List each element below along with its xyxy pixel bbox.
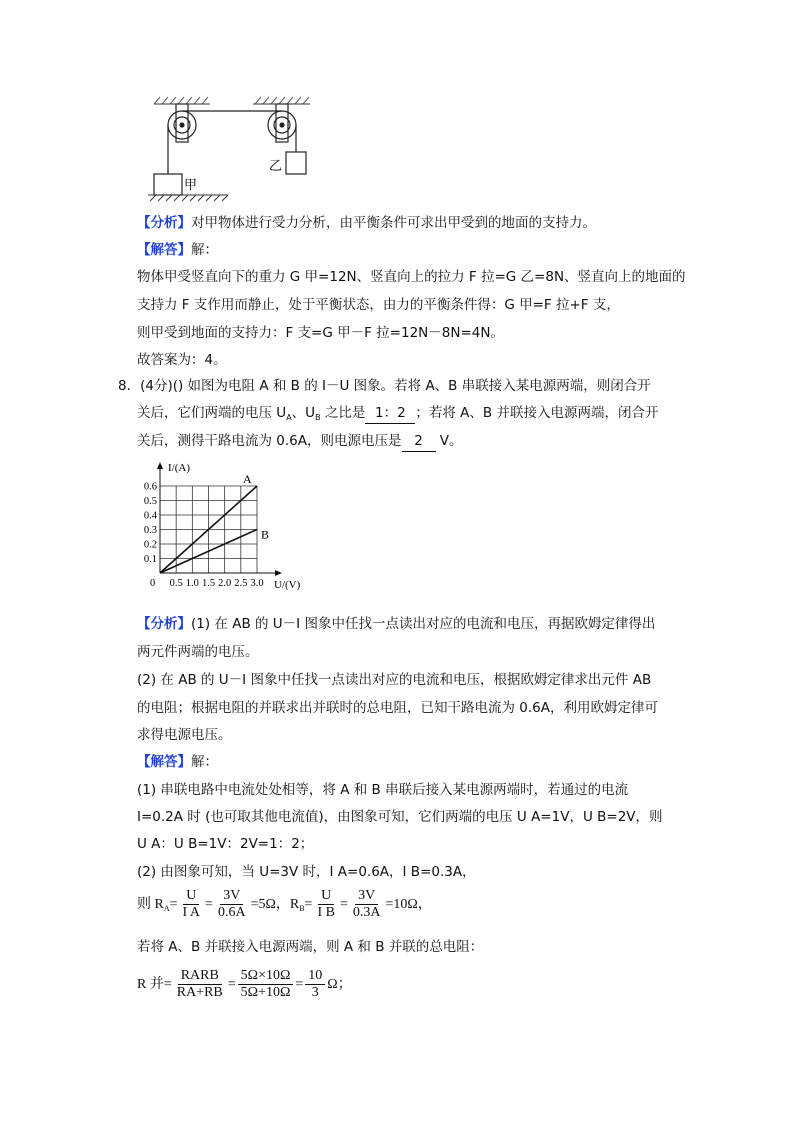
q8-answer-line-3: U A：U B=1V：2V=1：2； xyxy=(137,836,314,852)
y-axis-arrow xyxy=(157,462,163,469)
y-tick-label: 0.2 xyxy=(143,539,157,551)
q8-answer-line-1: (1) 串联电路中电流处处相等，将 A 和 B 串联后接入某电源两端时，若通过的电流 xyxy=(137,782,629,798)
analysis-text: 对甲物体进行受力分析，由平衡条件可求出甲受到的地面的支持力。 xyxy=(191,215,596,231)
label-jia: 甲 xyxy=(184,177,198,192)
q8-question-line-1: 8．(4分)() 如图为电阻 A 和 B 的 I－U 图象。若将 A、B 串联接入某电源两端，则闭合开 xyxy=(118,378,651,394)
x-tick-label: 2.5 xyxy=(234,578,248,589)
y-tick-label: 0.6 xyxy=(143,481,157,493)
y-tick-label: 0.5 xyxy=(143,496,157,507)
y-tick-label: 0.3 xyxy=(143,525,157,536)
answer-blank-2: 2 xyxy=(402,431,436,452)
analysis-tag-2: 【分析】 xyxy=(137,616,191,632)
q8-analysis-line-1: 【分析】(1) 在 AB 的 U－I 图象中任找一点读出对应的电流和电压，再据欧姆定律得出 xyxy=(137,616,656,632)
q8-analysis-line-4: 的电阻；根据电阻的并联求出并联时的总电阻，已知干路电流为 0.6A，利用欧姆定律可 xyxy=(137,700,658,716)
iu-chart xyxy=(140,458,320,608)
q7-analysis-line xyxy=(137,213,596,233)
q8-question-line-3: 关后，测得干路电流为 0.6A，则电源电压是 2 V。 xyxy=(137,431,463,452)
q7-answer-line-4: 故答案为：4。 xyxy=(137,352,227,368)
fraction-rp-1: $\frac{\text{RARB}}{RA+RB}$ xyxy=(176,968,223,1001)
y-axis-label: I/(A) xyxy=(168,462,190,474)
q7-answer-line-3: 则甲受到地面的支持力：F 支=G 甲－F 拉=12N－8N=4N。 xyxy=(137,325,504,341)
answer-blank-1: 1：2 xyxy=(365,403,415,424)
x-axis-label: U/(V) xyxy=(274,579,301,591)
series-label-B: B xyxy=(261,527,270,542)
fraction-rp-2: $\frac{5\Omega\times 10\Omega}{5\Omega+10\Omega}$ xyxy=(238,968,294,1001)
fraction-rb-2: $\frac{3V}{0.3A}$ xyxy=(352,888,381,921)
y-tick-label: 0.1 xyxy=(143,554,157,565)
fraction-rp-3: $\frac{10}{3}$ xyxy=(305,968,325,1001)
analysis-tag: 【分析】 xyxy=(137,215,191,231)
answer-tag-2: 【解答】 xyxy=(137,754,191,770)
origin-label: 0 xyxy=(150,578,156,589)
answer-tag: 【解答】 xyxy=(137,242,191,258)
q7-answer-line-2: 支持力 F 支作用而静止，处于平衡状态，由力的平衡条件得：G 甲=F 拉+F 支， xyxy=(137,297,620,313)
resistance-formula-line: 则 $R_A=$ $\frac{U}{\text{I A}}$ = $\frac{3V}{0.6A}$ =5Ω，$R_B=$ $\frac{U}{\text{I B}}$ = $\frac{3V}{0.3A}$ =10Ω， xyxy=(137,888,432,921)
x-tick-label: 0.5 xyxy=(169,578,183,589)
y-tick-label: 0.4 xyxy=(143,510,157,522)
x-axis-arrow xyxy=(275,570,282,576)
q8-analysis-line-3: (2) 在 AB 的 U－I 图象中任找一点读出对应的电流和电压，根据欧姆定律求出元件 AB xyxy=(137,672,652,688)
question-number: 8． xyxy=(118,378,141,394)
fraction-ra-2: $\frac{3V}{0.6A}$ xyxy=(217,888,246,921)
fraction-ra-1: $\frac{U}{\text{I A}}$ xyxy=(182,888,201,921)
q8-question-line-2: 关后，它们两端的电压 $U_A$、$U_B$ 之比是 1：2 ；若将 A、B 并联接入电源两端，闭合开 xyxy=(137,405,659,422)
q8-answer-line-2: I=0.2A 时 (也可取其他电流值)，由图象可知，它们两端的电压 U A=1V，U B=2V，则 xyxy=(137,809,663,825)
x-tick-label: 2.0 xyxy=(218,578,232,589)
pulley-figure xyxy=(148,92,318,204)
q7-answer-tag-line: 【解答】解： xyxy=(137,242,218,258)
q8-analysis-line-5: 求得电源电压。 xyxy=(137,727,232,743)
x-tick-label: 1.0 xyxy=(185,578,199,589)
x-tick-label: 3.0 xyxy=(250,578,264,589)
q8-answer-line-4: (2) 由图象可知，当 U=3V 时，I A=0.6A，I B=0.3A， xyxy=(137,864,476,880)
q7-answer-line-1: 物体甲受竖直向下的重力 G 甲=12N、竖直向上的拉力 F 拉=G 乙=8N、竖直向上的地面的 xyxy=(137,269,686,285)
q8-answer-line-6: 若将 A、B 并联接入电源两端，则 A 和 B 并联的总电阻： xyxy=(137,939,484,955)
q8-answer-tag-line: 【解答】解： xyxy=(137,754,218,770)
parallel-resistance-formula: R 并= $\frac{\text{RARB}}{RA+RB}$ = $\frac{5\Omega\times 10\Omega}{5\Omega+10\Omega}$ = $\frac{10}{3}$ Ω； xyxy=(137,968,352,1001)
q8-analysis-line-2: 两元件两端的电压。 xyxy=(137,644,259,660)
x-tick-label: 1.5 xyxy=(201,578,216,589)
series-label-A: A xyxy=(243,472,252,486)
fraction-rb-1: $\frac{U}{\text{I B}}$ xyxy=(317,888,335,921)
label-yi: 乙 xyxy=(269,158,283,173)
